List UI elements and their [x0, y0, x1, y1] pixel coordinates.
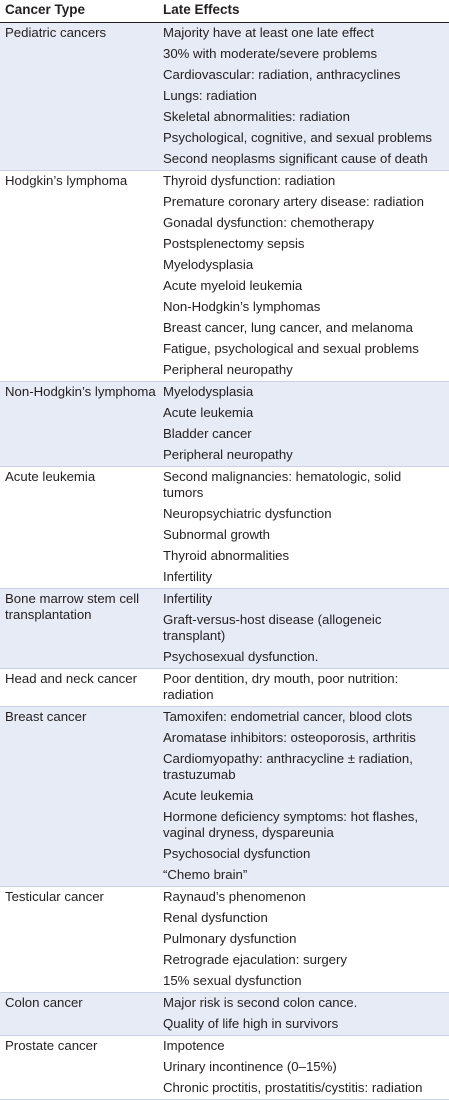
late-effects-cell [163, 669, 449, 706]
late-effect-item: Myelodysplasia [163, 384, 254, 399]
table-row [0, 669, 449, 707]
late-effect-item: Infertility [163, 591, 213, 606]
table-body [0, 23, 449, 1100]
late-effect-item: Peripheral neuropathy [163, 362, 293, 377]
late-effect-item: Urinary incontinence (0–15%) [163, 1059, 337, 1074]
header-late-effects: Late Effects [163, 2, 240, 17]
late-effect-item: Psychological, cognitive, and sexual problems [163, 130, 433, 145]
late-effect-item: Majority have at least one late effect [163, 25, 374, 40]
late-effect-item: Pulmonary dysfunction [163, 931, 297, 946]
late-effect-item: Infertility [163, 569, 213, 584]
late-effect-item: Neuropsychiatric dysfunction [163, 506, 332, 521]
late-effect-item: Bladder cancer [163, 426, 252, 441]
late-effect-item: Impotence [163, 1038, 225, 1053]
late-effects-cell [163, 707, 449, 886]
late-effect-item: Chronic proctitis, prostatitis/cystitis: radiation [163, 1080, 423, 1095]
late-effect-item: Raynaud’s phenomenon [163, 889, 306, 904]
late-effects-cell [163, 887, 449, 992]
late-effect-item: Second malignancies: hematologic, solid tumors [163, 469, 402, 500]
table-row [0, 707, 449, 887]
late-effect-item: Acute leukemia [163, 788, 254, 803]
cancer-type-cell: Colon cancer [5, 995, 83, 1010]
late-effect-item: Myelodysplasia [163, 257, 254, 272]
table-row [0, 1036, 449, 1100]
late-effects-cell [163, 467, 449, 588]
late-effect-item: Quality of life high in survivors [163, 1016, 339, 1031]
late-effect-item: “Chemo brain” [163, 867, 248, 882]
table-row [0, 589, 449, 669]
cancer-type-cell: Prostate cancer [5, 1038, 98, 1053]
late-effect-item: Skeletal abnormalities: radiation [163, 109, 350, 124]
cancer-type-cell: Testicular cancer [5, 889, 104, 904]
late-effect-item: Peripheral neuropathy [163, 447, 293, 462]
late-effects-cell [163, 382, 449, 466]
cancer-type-cell: Bone marrow stem cell transplantation [5, 591, 140, 622]
cancer-type-cell: Pediatric cancers [5, 25, 107, 40]
late-effect-item: 30% with moderate/severe problems [163, 46, 378, 61]
table-row [0, 993, 449, 1036]
late-effect-item: Fatigue, psychological and sexual problems [163, 341, 419, 356]
late-effects-cell [163, 1036, 449, 1099]
cancer-type-cell: Acute leukemia [5, 469, 96, 484]
late-effect-item: Poor dentition, dry mouth, poor nutrition: radiation [163, 671, 399, 702]
late-effect-item: Tamoxifen: endometrial cancer, blood clots [163, 709, 413, 724]
table-header [0, 0, 449, 23]
late-effect-item: Graft-versus-host disease (allogeneic transplant) [163, 612, 382, 643]
late-effect-item: Hormone deficiency symptoms: hot flashes, vaginal dryness, dyspareunia [163, 809, 419, 840]
late-effect-item: Acute myeloid leukemia [163, 278, 303, 293]
table-row [0, 23, 449, 171]
cancer-type-cell: Non-Hodgkin’s lymphoma [5, 384, 156, 399]
late-effect-item: Aromatase inhibitors: osteoporosis, arthritis [163, 730, 416, 745]
late-effect-item: Cardiomyopathy: anthracycline ± radiation, trastuzumab [163, 751, 413, 782]
late-effect-item: Premature coronary artery disease: radiation [163, 194, 424, 209]
late-effects-cell [163, 171, 449, 381]
cancer-type-cell: Hodgkin’s lymphoma [5, 173, 128, 188]
cancer-type-cell: Head and neck cancer [5, 671, 137, 686]
late-effect-item: Thyroid dysfunction: radiation [163, 173, 336, 188]
table-row [0, 171, 449, 382]
late-effect-item: Thyroid abnormalities [163, 548, 290, 563]
late-effect-item: Subnormal growth [163, 527, 271, 542]
late-effect-item: Gonadal dysfunction: chemotherapy [163, 215, 375, 230]
header-cancer-type: Cancer Type [5, 2, 86, 17]
table-row [0, 887, 449, 993]
late-effects-cell [163, 993, 449, 1035]
late-effect-item: Breast cancer, lung cancer, and melanoma [163, 320, 413, 335]
cancer-type-cell: Breast cancer [5, 709, 87, 724]
table-row [0, 467, 449, 589]
table-row [0, 382, 449, 467]
late-effect-item: Non-Hodgkin’s lymphomas [163, 299, 321, 314]
late-effect-item: Psychosocial dysfunction [163, 846, 311, 861]
late-effect-item: Lungs: radiation [163, 88, 257, 103]
late-effects-cell [163, 589, 449, 668]
late-effect-item: Retrograde ejaculation: surgery [163, 952, 347, 967]
late-effect-item: Acute leukemia [163, 405, 254, 420]
late-effect-item: Renal dysfunction [163, 910, 268, 925]
late-effect-item: Postsplenectomy sepsis [163, 236, 305, 251]
late-effect-item: Cardiovascular: radiation, anthracyclines [163, 67, 401, 82]
late-effect-item: Second neoplasms significant cause of death [163, 151, 428, 166]
late-effects-cell [163, 23, 449, 170]
late-effect-item: Major risk is second colon cance. [163, 995, 358, 1010]
late-effect-item: Psychosexual dysfunction. [163, 649, 319, 664]
late-effect-item: 15% sexual dysfunction [163, 973, 302, 988]
